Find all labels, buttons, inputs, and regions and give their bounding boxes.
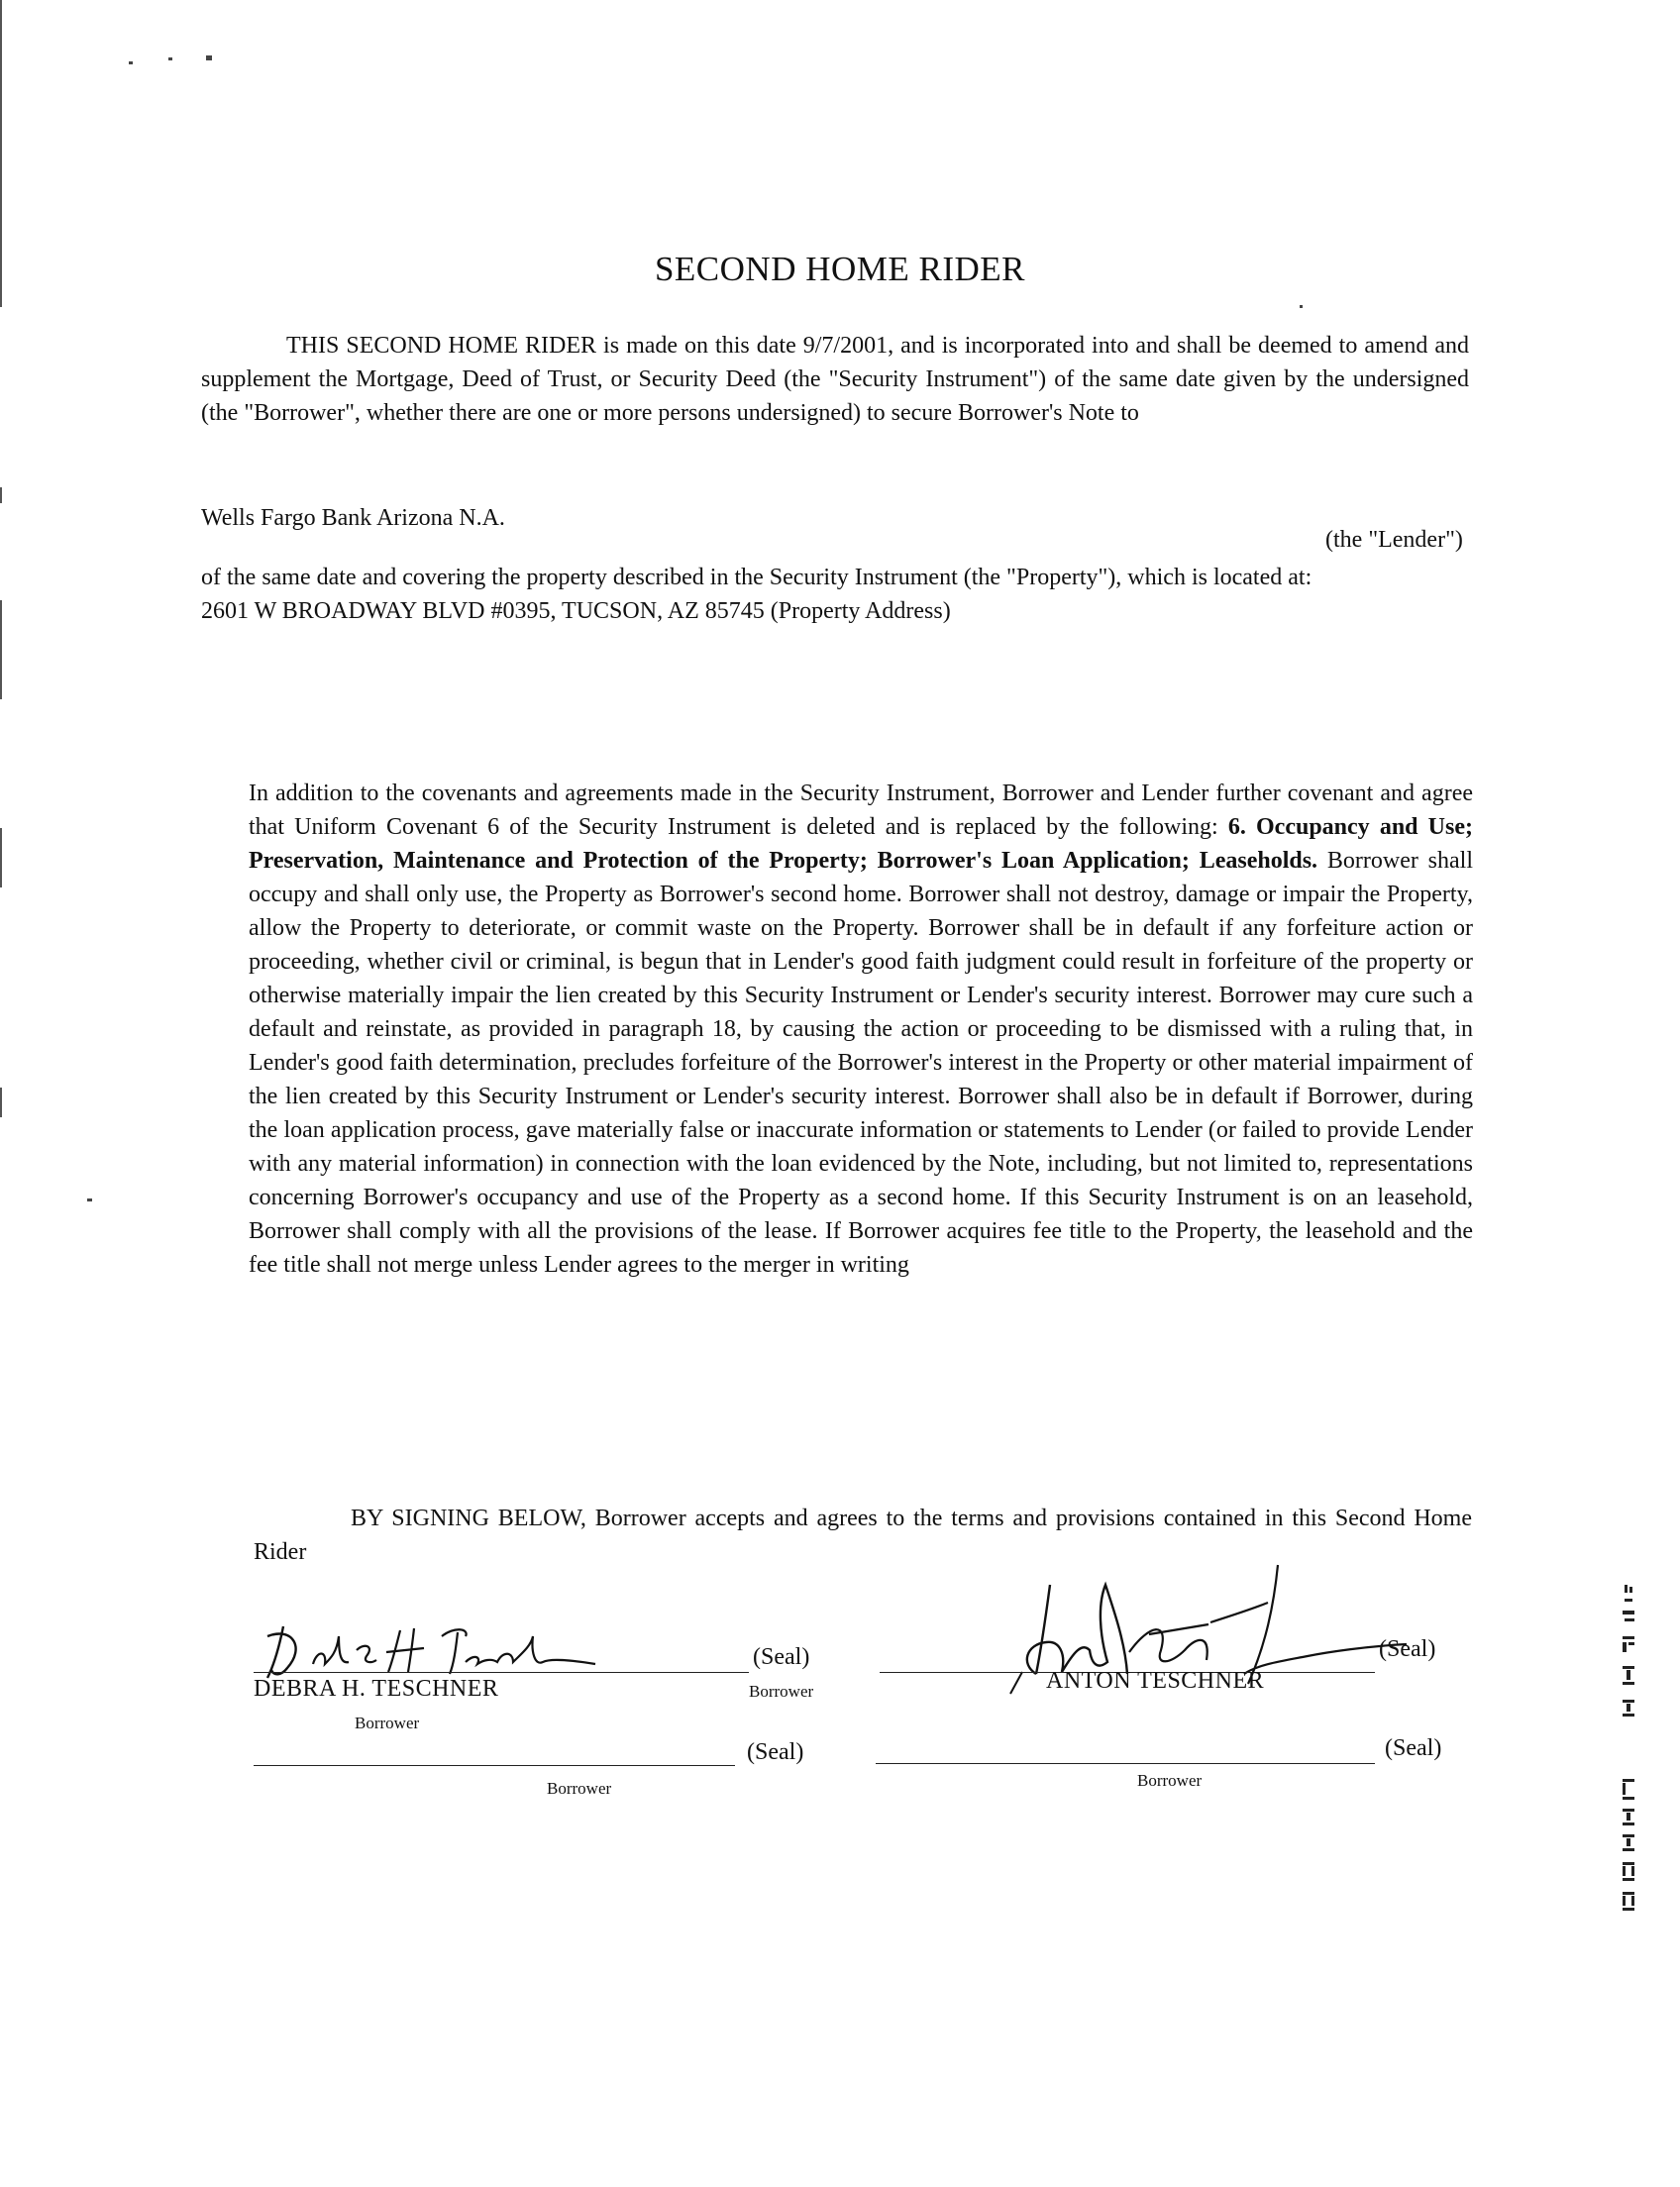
borrower-label: Borrower [355,1714,420,1732]
scan-margin-mark [0,828,2,887]
signature-line [876,1763,1375,1764]
borrower-label: Borrower [547,1779,612,1798]
covenant-paragraph [249,777,1473,1282]
seal-label: (Seal) [747,1739,804,1765]
seal-label: (Seal) [1379,1636,1436,1662]
lender-name: Wells Fargo Bank Arizona N.A. [201,505,505,531]
recording-stamp-graphic [1619,1585,1642,1961]
scan-margin-mark [0,487,2,503]
borrower-label: Borrower [1137,1771,1203,1790]
borrower-name: DEBRA H. TESCHNER [254,1676,499,1702]
lender-role-label: (the "Lender") [1325,527,1463,553]
signature-debra-teschner [254,1607,610,1686]
property-description: of the same date and covering the property described in the Security Instrument (the "Property"), which is located at: [201,565,1312,590]
scan-speck [1300,305,1303,308]
scan-margin-mark [0,600,2,699]
scan-speck [129,61,133,64]
covenant-intro: In addition to the covenants and agreements made in the Security Instrument, Borrower and Lender further covenant and agree that Uniform Covenant 6 of the Security Instrument is deleted and is replaced by the following: [249,781,1473,840]
covenant-body: Borrower shall occupy and shall only use, the Property as Borrower's second home. Borrower shall not destroy, damage or impair the Property, allow the Property to deteriorate, or commit waste on the Property. Borrower shall be in default if any forfeiture action or proceeding, whether civil or criminal, is begun that in Lender's good faith judgment could result in forfeiture of the property or otherwise materially impair the lien created by this Security Instrument or Lender's security interest. Borrower may cure such a default and reinstate, as provided in paragraph 18, by causing the action or proceeding to be dismissed with a ruling that, in Lender's good faith determination, precludes forfeiture of the Borrower's interest in the Property or other material impairment of the lien created by this Security Instrument or Lender's security interest. Borrower shall also be in default if Borrower, during the loan application process, gave materially false or inaccurate information or statements to Lender (or failed to provide Lender with any material information) in connection with the loan evidenced by the Note, including, but not limited to, representations concerning Borrower's occupancy and use of the Property as a second home. If this Security Instrument is on an leasehold, Borrower shall comply with all the provisions of the lease. If Borrower acquires fee title to the Property, the leasehold and the fee title shall not merge unless Lender agrees to the merger in writing [249,848,1473,1278]
signature-line [254,1765,735,1766]
scan-speck [168,57,172,60]
scan-speck [87,1198,92,1201]
borrower-name: ANTON TESCHNER [1046,1668,1265,1694]
borrower-label: Borrower [749,1682,814,1701]
scan-speck [206,55,212,60]
covenant-heading: 6. Occupancy and Use; Preservation, Maintenance and Protection of the Property; Borrower's Loan Application; Leaseholds. [249,814,1473,874]
signing-statement: BY SIGNING BELOW, Borrower accepts and agrees to the terms and provisions contained in this Second Home Rider [254,1506,1472,1565]
document-title: SECOND HOME RIDER [654,250,1026,288]
intro-paragraph: THIS SECOND HOME RIDER is made on this date 9/7/2001, and is incorporated into and shall be deemed to amend and supplement the Mortgage, Deed of Trust, or Security Deed (the "Security Instrument") of the same date given by the undersigned (the "Borrower", whether there are one or more persons undersigned) to secure Borrower's Note to [201,333,1469,426]
signature-line [254,1672,749,1673]
seal-label: (Seal) [753,1644,810,1670]
seal-label: (Seal) [1385,1735,1442,1761]
scan-margin-mark [0,1088,2,1117]
property-address: 2601 W BROADWAY BLVD #0395, TUCSON, AZ 85745 (Property Address) [201,598,951,624]
